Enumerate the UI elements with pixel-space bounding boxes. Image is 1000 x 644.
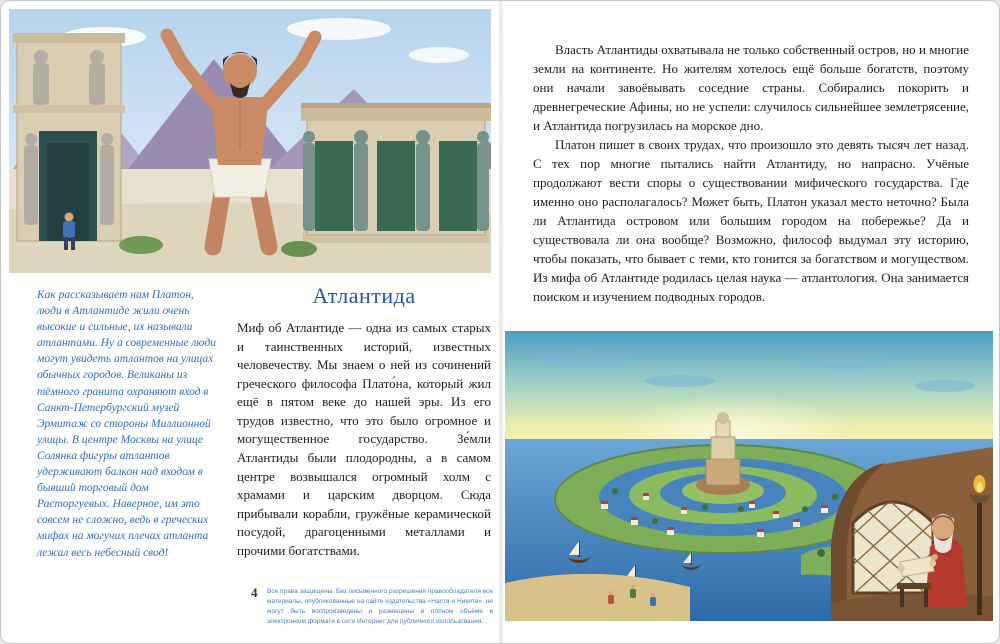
hermitage-building — [13, 33, 125, 241]
cloud — [409, 47, 469, 63]
page-number: 4 — [251, 585, 258, 600]
sidebar-note: Как рассказывает нам Платон, люди в Атлантиде жили очень высокие и сильные, их называли атлантами. Ну а современные люди могут увидеть атлантов на улицах обычных городов. Великаны из тёмного гранита охраняют вход в Санкт-Петербургский музей Эрмитаж со стороны Миллионной улицы. В центре Москвы на улице Солянка фигуры атлантов удерживают балкон над входом в бывший торговый дом Расторгуевых. Наверное, им это совсем не сложно, ведь в греческих мифах на могучих плечах атланта лежал весь небесный свод! — [37, 289, 217, 559]
shore — [505, 574, 690, 621]
page-title: Атлантида — [312, 283, 416, 308]
intro-paragraph: Миф об Атлантиде — одна из самых старых и таинственных историй, известных человечеству. Мы знаем о ней из сочинений греческого философа Плато́на, который жил ещё в пятом веке до нашей эры. Из его трудов известно, что это было огромное и могущественное государство. Зе́мли Атлантиды были плодородны, а в самом центре возвышался огромный холм с храмами и царским дворцом. Сюда прибывали корабли, гружёные керамической посудой, драгоценными металлами и прочими богатствами. — [237, 320, 491, 558]
page-fold — [498, 1, 504, 643]
paragraph: Платон пишет в своих трудах, что произошло это девять тысяч лет назад. С тех пор многие пытались найти Атлантиду, но напрасно. Учёные продолжают вести споры о существовании мифического государства. Где именно оно располагалось? Может быть, Платон указал место неточно? Была ли Атлантида островом или большим городом на побережье? Да и существовала ли она вообще? Возможно, философ выдумал эту историю, чтобы показать, что бывает с теми, кто гонится за богатством и могуществом. Из мифа об Атлантиде родилась целая наука — атлантология. Она занимается поиском и изучением подводных городов. — [533, 136, 969, 304]
paragraph: Власть Атлантиды охватывала не только собственный остров, но и многие земли на континенте. Но жителям хотелось ещё больше богатств, поэтому они начали завоёвывать соседние страны. Собирались покорить и древнегреческие Афины, но не успели: случилось сильнейшее землетрясение, и Атлантида погрузилась на морское дно. — [533, 42, 969, 133]
atlas-illustration — [9, 9, 491, 273]
cloud — [287, 18, 391, 40]
bush — [281, 241, 317, 257]
lattice-window — [853, 502, 933, 593]
atlantis-city-illustration — [505, 331, 993, 621]
copyright-note: Все права защищены. Без письменного разрешения правообладателя все материалы, опубликованные на сайте издательства «Настя и Никита», не могут быть воспроизведены и размещены в полном объёме в электронном формате в сети Интернет для публичного использования. — [267, 588, 493, 626]
atlas-portico-building — [301, 103, 491, 243]
bush — [119, 236, 163, 254]
right-text-block — [533, 41, 969, 307]
